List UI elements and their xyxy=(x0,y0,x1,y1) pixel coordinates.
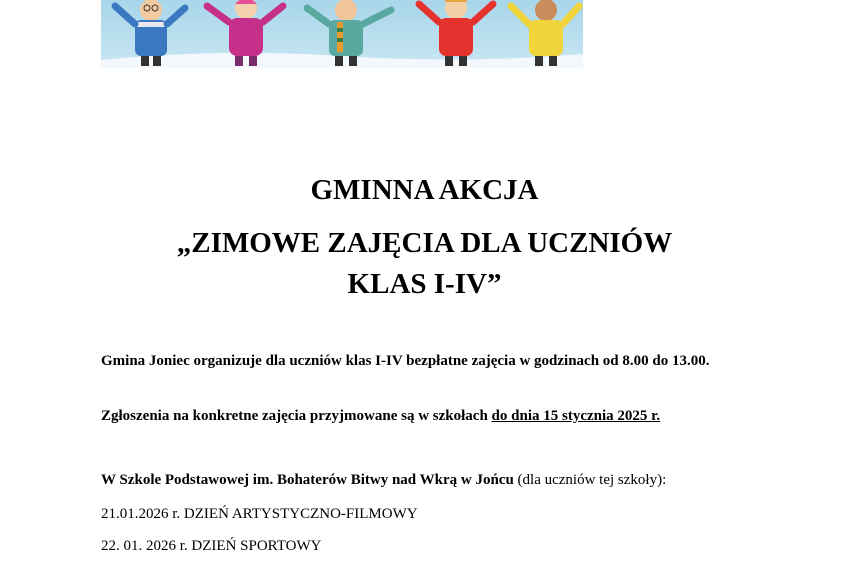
registration-paragraph xyxy=(101,405,747,427)
school-name: W Szkole Podstawowej im. Bohaterów Bitwy nad Wkrą w Jońcu xyxy=(101,472,514,488)
registration-text: Zgłoszenia na konkretne zajęcia przyjmowane są w szkołach xyxy=(101,408,492,424)
children-illustration-icon xyxy=(101,0,583,68)
school-heading xyxy=(101,469,747,491)
page-subtitle-line1: „ZIMOWE ZAJĘCIA DLA UCZNIÓW xyxy=(176,227,673,259)
schedule-item: 22. 01. 2026 r. DZIEŃ SPORTOWY xyxy=(101,538,322,554)
winter-children-illustration xyxy=(101,0,583,68)
school-note: (dla uczniów tej szkoły): xyxy=(513,472,667,488)
page-subtitle-line2: KLAS I-IV” xyxy=(347,268,502,300)
registration-deadline: do dnia 15 stycznia 2025 r. xyxy=(491,408,661,424)
page-title: GMINNA AKCJA xyxy=(310,174,539,206)
schedule-item: 21.01.2026 r. DZIEŃ ARTYSTYCZNO-FILMOWY xyxy=(101,506,418,522)
intro-paragraph: Gmina Joniec organizuje dla uczniów klas I-IV bezpłatne zajęcia w godzinach od 8.00 do 13.00. xyxy=(101,353,710,369)
